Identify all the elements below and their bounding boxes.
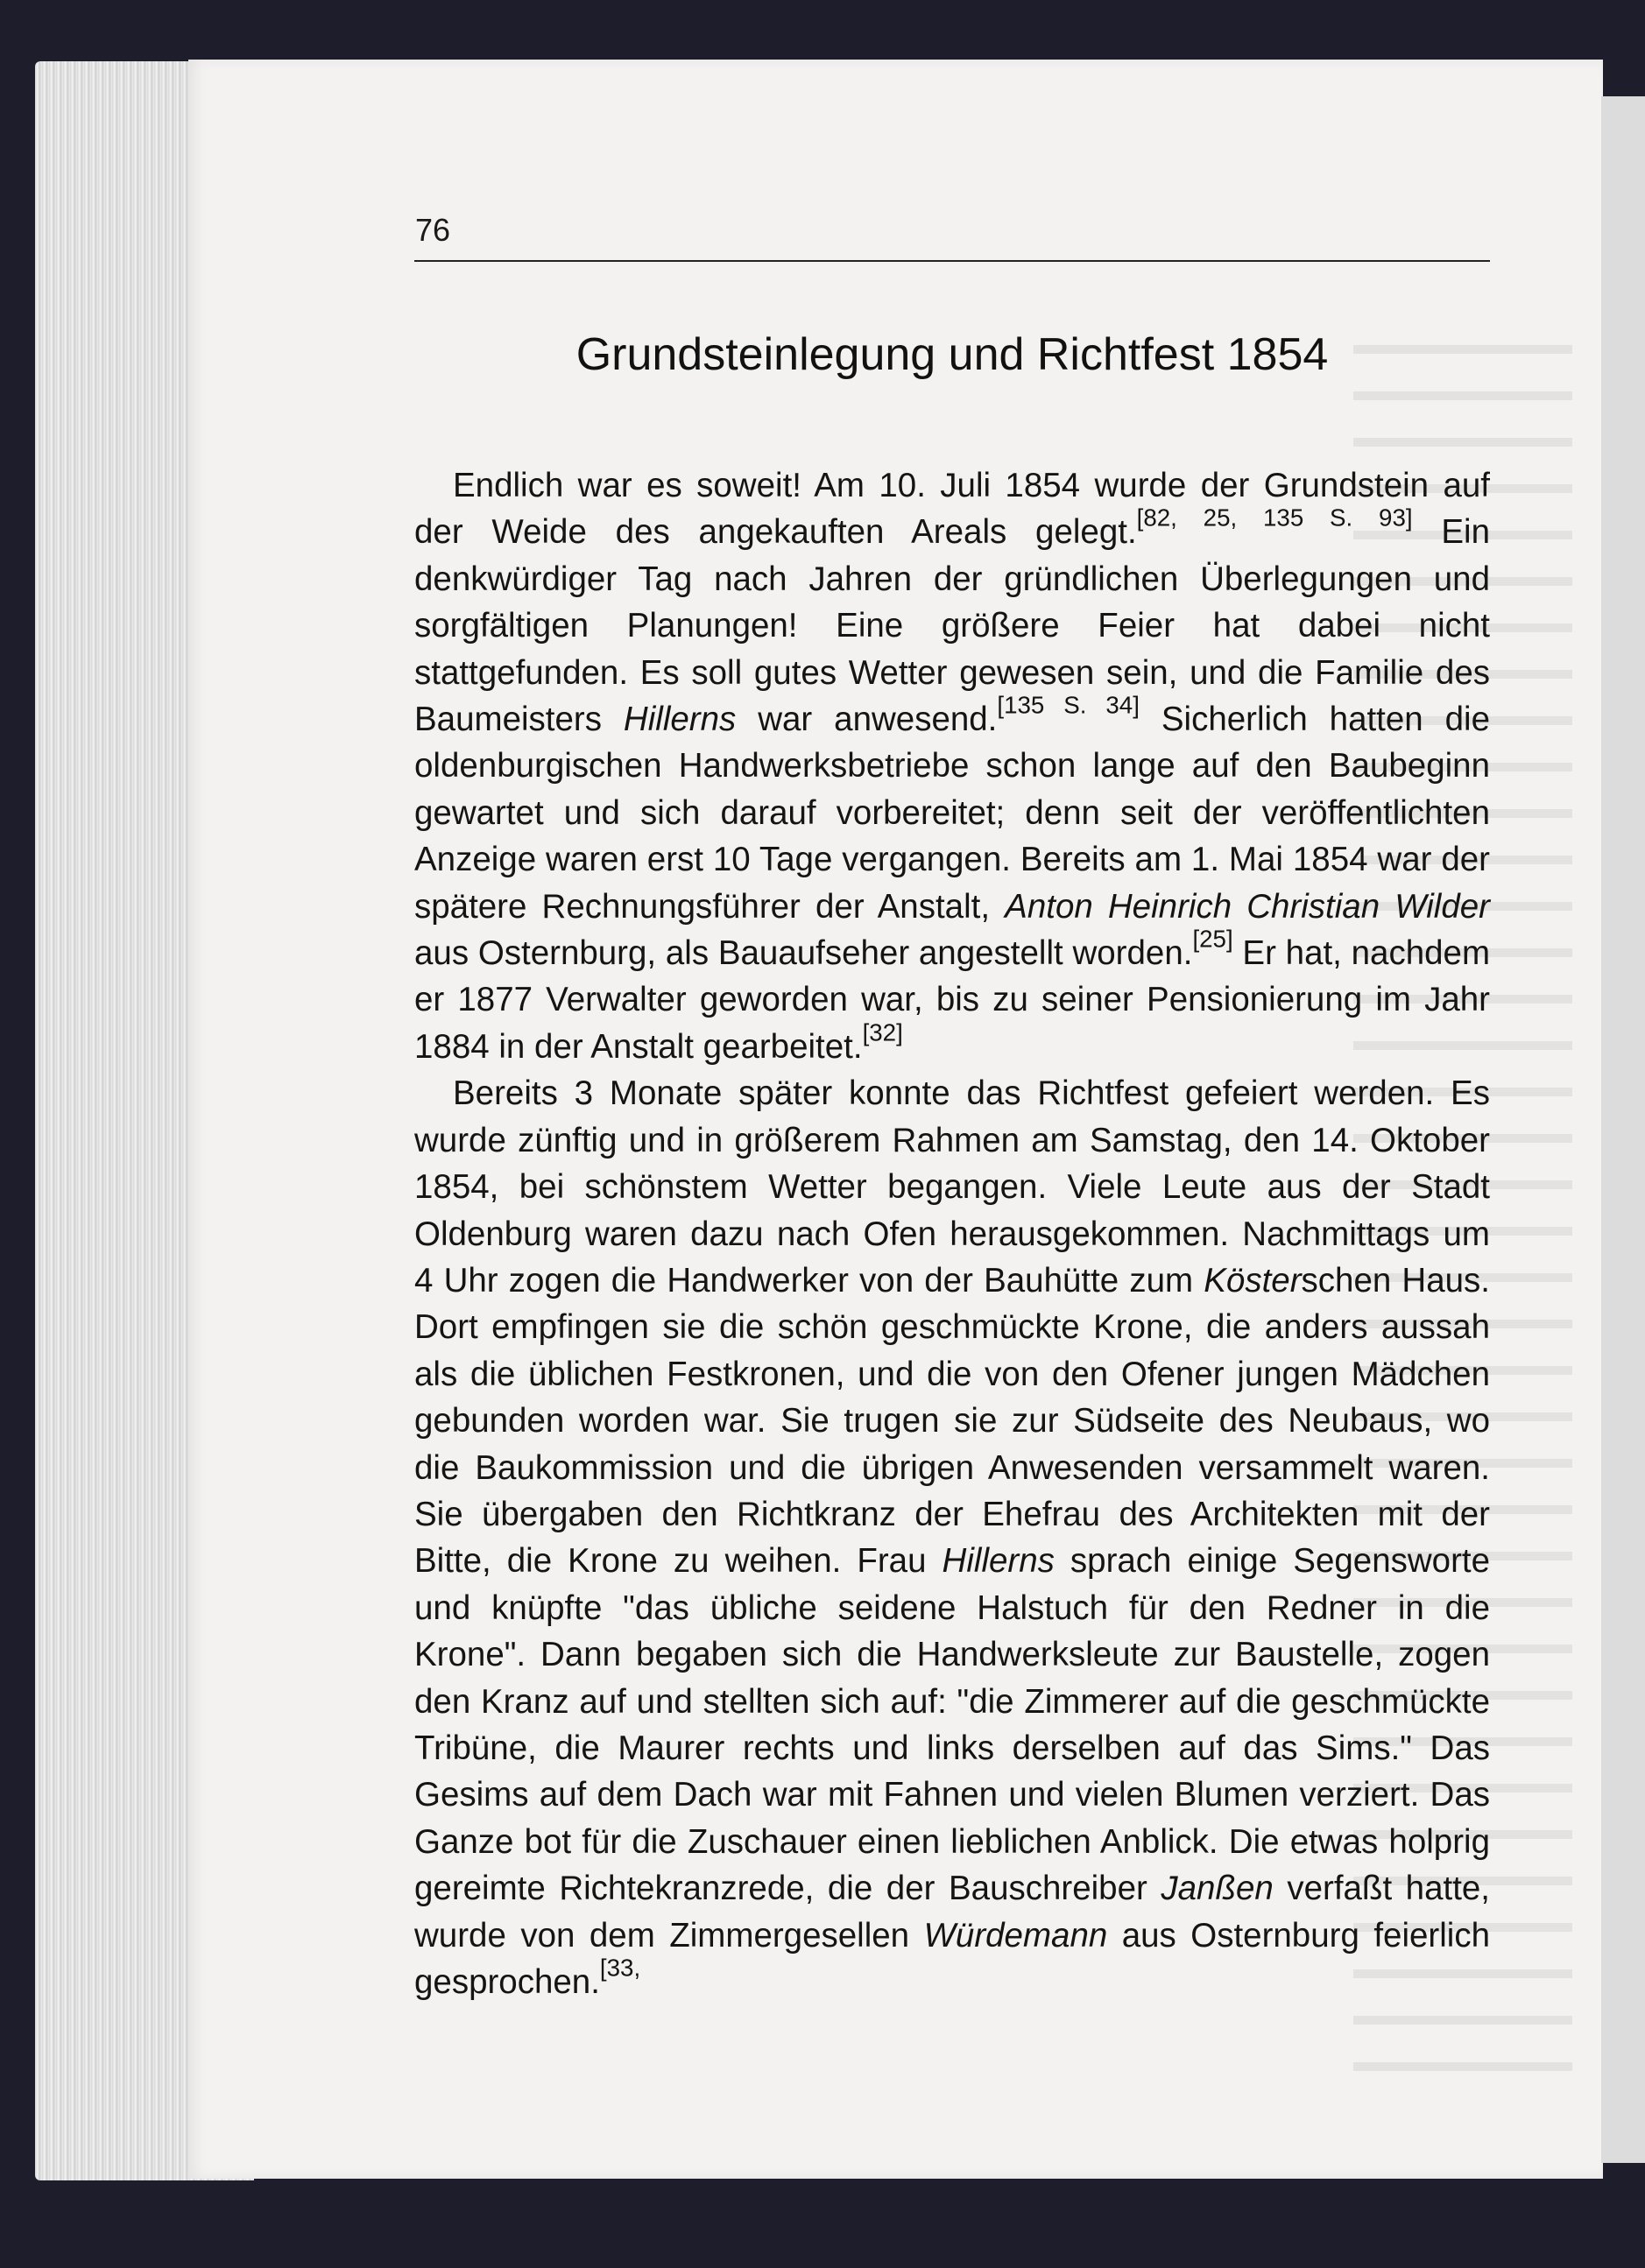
text-run: Ein denkwürdiger Tag nach Jahren der gründlichen Überlegungen und sorgfältigen Planungen! Eine größere Feier hat dabei nicht stattgefunden. Es soll gutes Wetter gewesen sein, und die Familie des Baumeisters (414, 513, 1490, 739)
text-run: schen Haus. Dort empfingen sie die schön geschmückte Krone, die anders aussah als die üblichen Festkronen, und die von den Ofener jungen Mädchen gebunden worden war. Sie trugen sie zur Südseite des Neubaus, wo die Baukommission und die übrigen Anwesenden versammelt waren. Sie übergaben den Richtkranz der Ehefrau des Architekten mit der Bitte, die Krone zu weihen. Frau (414, 1261, 1490, 1581)
facing-page-edge (1601, 96, 1645, 2163)
text-run: aus Osternburg, als Bauaufseher angestellt worden. (414, 934, 1193, 973)
page-number: 76 (415, 212, 451, 248)
citation: [135 S. 34] (997, 691, 1140, 719)
paragraph (414, 1070, 1490, 2005)
text-run: Bereits 3 Monate später konnte das Richtfest gefeiert werden. Es wurde zünftig und in größerem Rahmen am Samstag, den 14. Oktober 1854, bei schönstem Wetter begangen. Viele Leute aus der Stadt Oldenburg waren dazu nach Ofen herausgekommen. Nachmittags um 4 Uhr zogen die Handwerker von der Bauhütte zum (414, 1074, 1490, 1300)
text-run: Sicherlich hatten die oldenburgischen Handwerksbetriebe schon lange auf den Baubeginn gewartet und sich darauf vorbereitet; denn seit der veröffentlichten Anzeige waren erst 10 Tage vergangen. Bereits am 1. Mai 1854 war der spätere Rechnungsführer der Anstalt, (414, 701, 1490, 926)
person-name: Hillerns (942, 1542, 1055, 1581)
text-run: aus Osternburg feierlich gesprochen. (414, 1916, 1490, 2001)
citation: [32] (862, 1018, 903, 1046)
person-name: Köster (1204, 1261, 1302, 1300)
text-run: war anwesend. (736, 701, 998, 739)
person-name: Hillerns (623, 701, 737, 739)
citation: [82, 25, 135 S. 93] (1136, 504, 1413, 532)
citation: [33, (599, 1954, 641, 1982)
person-name: Anton Heinrich Christian Wilder (1005, 887, 1490, 926)
text-run: verfaßt hatte, wurde von dem Zimmergesellen (414, 1870, 1490, 1955)
text-run: Er hat, nachdem er 1877 Verwalter geworden war, bis zu seiner Pensionierung im Jahr 1884 in der Anstalt gearbeitet. (414, 934, 1491, 1066)
citation: [25] (1192, 925, 1233, 953)
section-heading: Grundsteinlegung und Richtfest 1854 (575, 329, 1329, 380)
text-run: Endlich war es soweit! Am 10. Juli 1854 wurde der Grundstein auf der Weide des angekauften Areals gelegt. (414, 467, 1490, 552)
text-run: sprach einige Segensworte und knüpfte "das übliche seidene Halstuch für den Redner in die Krone". Dann begaben sich die Handwerksleute zur Baustelle, zogen den Kranz auf und stellten sich auf: "die Zimmerer auf die geschmückte Tribüne, die Maurer rechts und links derselben auf das Sims." Das Gesims auf dem Dach war mit Fahnen und vielen Blumen verziert. Das Ganze bot für die Zuschauer einen lieblichen Anblick. Die etwas holprig gereimte Richtekranzrede, die der Bauschreiber (414, 1542, 1490, 1908)
paragraph (414, 462, 1490, 1070)
header-rule (414, 260, 1490, 262)
body-text (414, 462, 1490, 2005)
person-name: Janßen (1161, 1870, 1274, 1908)
person-name: Würdemann (923, 1916, 1108, 1955)
